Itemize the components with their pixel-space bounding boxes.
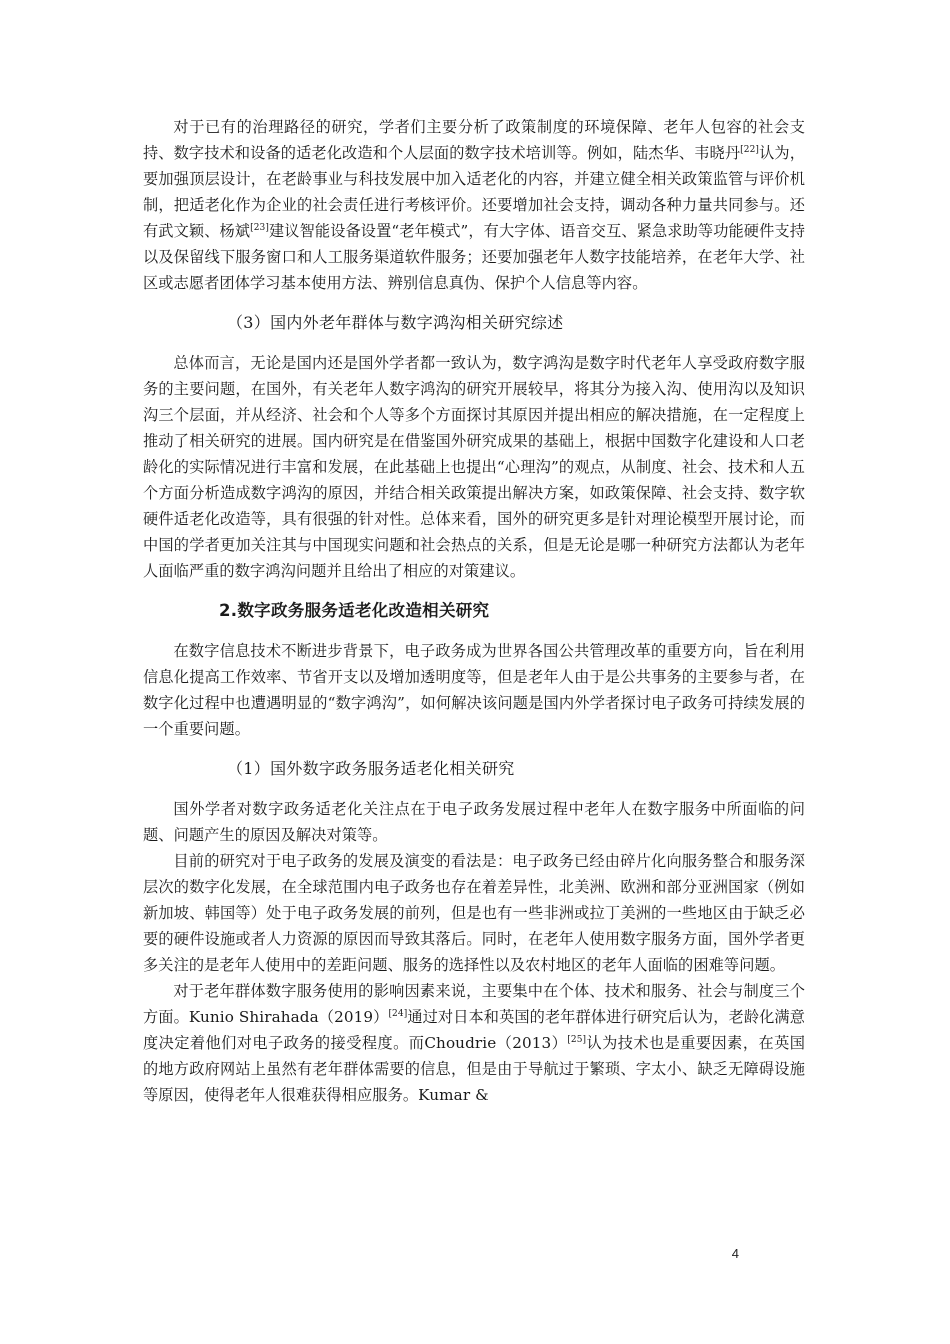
section-heading-egov-aging: 2.数字政务服务适老化改造相关研究 — [219, 601, 490, 620]
paragraph-influencing-factors — [143, 978, 805, 1108]
text-run: 建议智能设备设置“老年模式”，有大字体、语音交互、紧急求助等功能硬件支持以及保留线下服务窗口和人工服务渠道软件服务；还要加强老年人数字技能培养，在老年大学、社区或志愿者团体学习基本使用方法、辨别信息真伪、保护个人信息等内容。 — [143, 222, 805, 292]
citation-ref: [23] — [250, 222, 269, 233]
citation-ref: [25] — [567, 1034, 587, 1045]
subheading-review-summary: （3）国内外老年群体与数字鸿沟相关研究综述 — [227, 313, 564, 332]
citation-ref: [24] — [388, 1008, 408, 1019]
paragraph-review-summary: 总体而言，无论是国内还是国外学者都一致认为，数字鸿沟是数字时代老年人享受政府数字服务的主要问题，在国外，有关老年人数字鸿沟的研究开展较早，将其分为接入沟、使用沟以及知识沟三个层面，并从经济、社会和个人等多个方面探讨其原因并提出相应的解决措施，在一定程度上推动了相关研究的进展。国内研究是在借鉴国外研究成果的基础上，根据中国数字化建设和人口老龄化的实际情况进行丰富和发展，在此基础上也提出“心理沟”的观点，从制度、社会、技术和人五个方面分析造成数字鸿沟的原因，并结合相关政策提出解决方案，如政策保障、社会支持、数字软硬件适老化改造等，具有很强的针对性。总体来看，国外的研究更多是针对理论模型开展讨论，而中国的学者更加关注其与中国现实问题和社会热点的关系，但是无论是哪一种研究方法都认为老年人面临严重的数字鸿沟问题并且给出了相应的对策建议。 — [143, 354, 805, 580]
paragraph-egov-evolution: 目前的研究对于电子政务的发展及演变的看法是：电子政务已经由碎片化向服务整合和服务深层次的数字化发展，在全球范围内电子政务也存在着差异性，北美洲、欧洲和部分亚洲国家（例如新加坡、韩国等）处于电子政务发展的前列，但是也有一些非洲或拉丁美洲的一些地区由于缺乏必要的硬件设施或者人力资源的原因而导致其落后。同时，在老年人使用数字服务方面，国外学者更多关注的是老年人使用中的差距问题、服务的选择性以及农村地区的老年人面临的困难等问题。 — [143, 852, 805, 974]
text-run: 通过对日本和英国的老年群体进行研究后认为，老龄化满意度决定着他们对电子政务的接受程度。而Choudrie（2013） — [143, 1008, 805, 1052]
citation-ref: [22] — [740, 144, 760, 155]
text-run: 认为，要加强顶层设计，在老龄事业与科技发展中加入适老化的内容，并建立健全相关政策监管与评价机制，把适老化作为企业的社会责任进行考核评价。还要增加社会支持，调动各种力量共同参与。还有武文颖、杨斌 — [143, 144, 805, 240]
page-number: 4 — [731, 1246, 739, 1261]
paragraph-governance-paths — [143, 114, 805, 296]
text-run: 对于老年群体数字服务使用的影响因素来说，主要集中在个体、技术和服务、社会与制度三个方面。Kunio Shirahada（2019） — [143, 982, 805, 1026]
page-body — [143, 114, 805, 1108]
paragraph-foreign-focus: 国外学者对数字政务适老化关注点在于电子政务发展过程中老年人在数字服务中所面临的问题、问题产生的原因及解决对策等。 — [143, 800, 805, 844]
text-run: 对于已有的治理路径的研究，学者们主要分析了政策制度的环境保障、老年人包容的社会支持、数字技术和设备的适老化改造和个人层面的数字技术培训等。例如，陆杰华、韦晓丹 — [143, 118, 805, 162]
text-run: 认为技术也是重要因素，在英国的地方政府网站上虽然有老年群体需要的信息，但是由于导航过于繁琐、字太小、缺乏无障碍设施等原因，使得老年人很难获得相应服务。Kumar & — [143, 1034, 805, 1104]
subheading-foreign-research: （1）国外数字政务服务适老化相关研究 — [227, 759, 515, 778]
paragraph-egov-background: 在数字信息技术不断进步背景下，电子政务成为世界各国公共管理改革的重要方向，旨在利用信息化提高工作效率、节省开支以及增加透明度等，但是老年人由于是公共事务的主要参与者，在数字化过程中也遭遇明显的“数字鸿沟”，如何解决该问题是国内外学者探讨电子政务可持续发展的一个重要问题。 — [143, 642, 805, 738]
